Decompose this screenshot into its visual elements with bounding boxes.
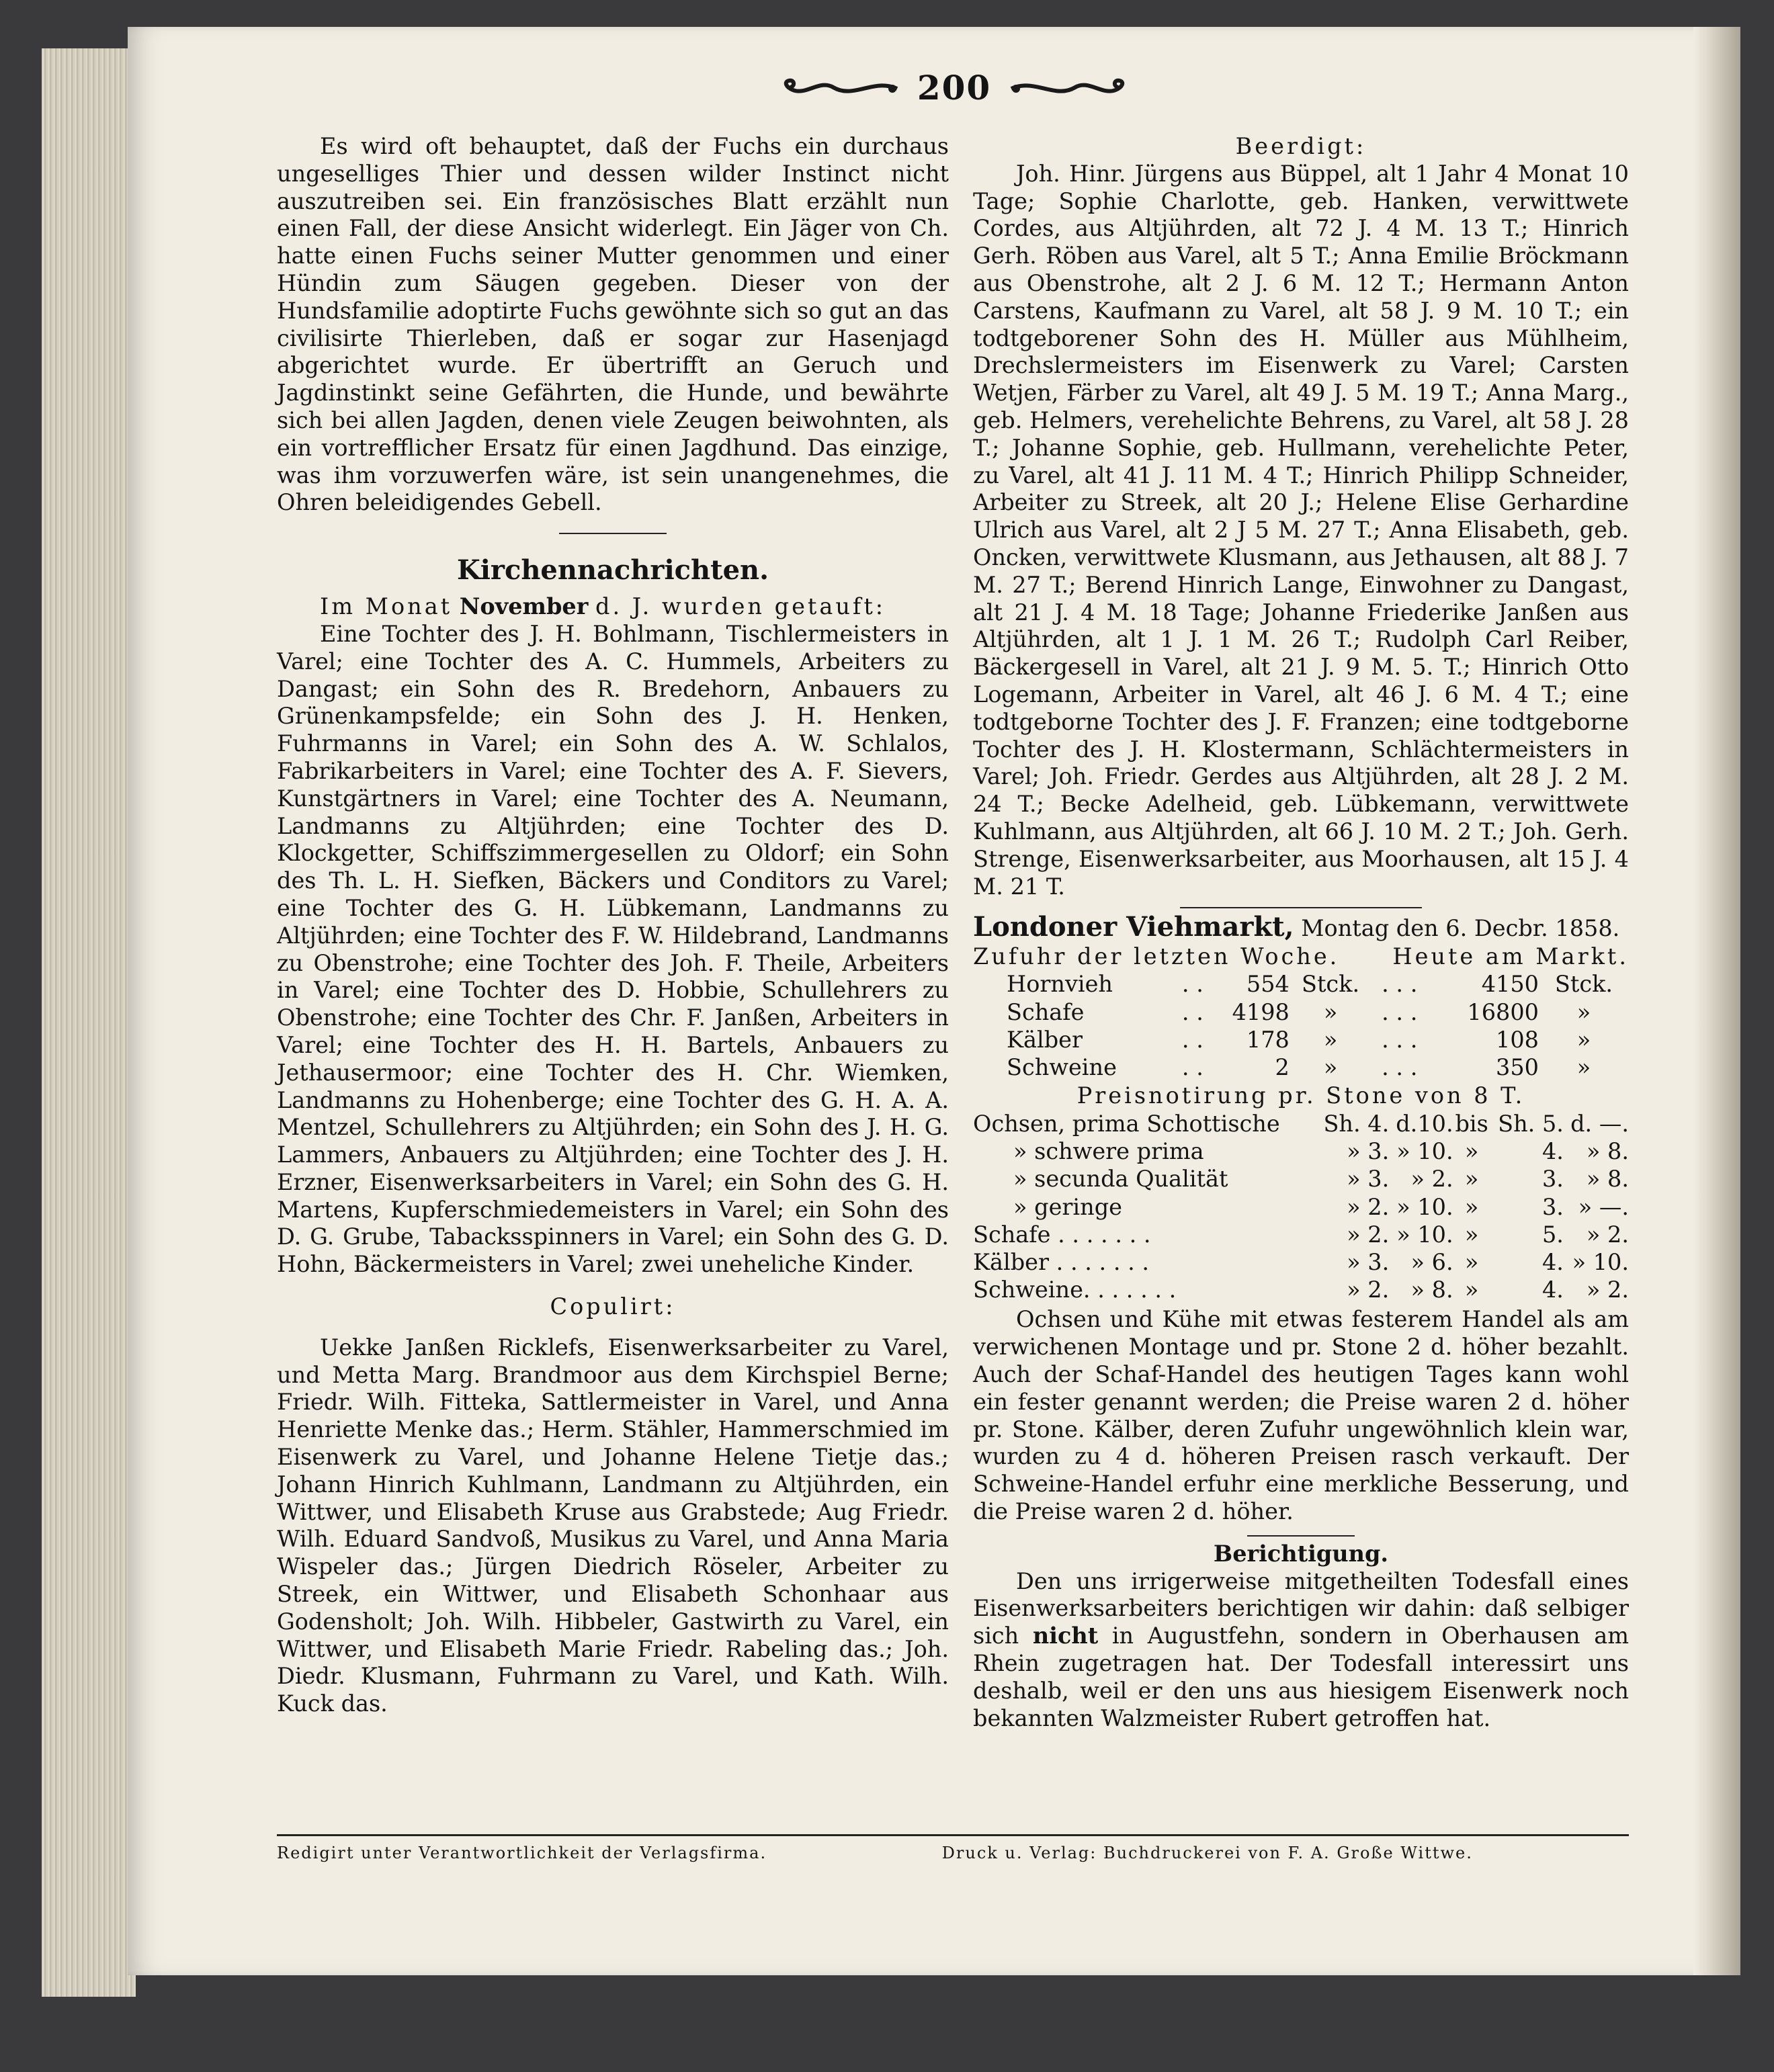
- supply-table: [973, 943, 1629, 1081]
- price-to-label: »: [1464, 1193, 1479, 1220]
- buried-list: Joh. Hinr. Jürgens aus Büppel, alt 1 Jahr 4 Monat 10 Tage; Sophie Charlotte, geb. Hanken, verwittwete Cordes, aus Altjührden, alt 72 J. 4 M. 13 T.; Hinrich Gerh. Röben aus Varel, alt 5 T.; Anna Emilie Bröckmann aus Obenstrohe, alt 2 J. 6 M. 12 T.; Hermann Anton Carstens, Kaufmann zu Varel, alt 58 J. 9 M. 10 T.; ein todtgeborener Sohn des H. Müller aus Mühlheim, Drechslermeisters im Eisenwerk zu Varel; Carsten Wetjen, Färber zu Varel, alt 49 J. 5 M. 19 T.; Anna Marg., geb. Helmers, verehelichte Behrens, zu Varel, alt 58 J. 28 T.; Johanne Sophie, geb. Hullmann, verehelichte Peter, zu Varel, alt 41 J. 11 M. 4 T.; Hinrich Philipp Schneider, Arbeiter zu Streek, alt 20 J.; Helene Elise Gerhardine Ulrich aus Varel, alt 2 J 5 M. 27 T.; Anna Elisabeth, geb. Oncken, verwittwete Klusmann, aus Jethausen, alt 88 J. 7 M. 27 T.; Berend Hinrich Lange, Einwohner zu Dangast, alt 21 J. 4 M. 18 Tage; Johanne Friederike Janßen aus Altjührden, alt 1 J. 1 M. 26 T.; Rudolph Carl Reiber, Bäckergesell in Varel, alt 21 J. 9 M. 5. T.; Hinrich Otto Logemann, Arbeiter in Varel, alt 46 J. 6 M. 4 T.; eine todtgeborne Tochter des J. F. Franzen; eine todtgeborne Tochter des J. H. Klostermann, Schlächtermeisters in Varel; Joh. Friedr. Gerdes aus Altjührden, alt 28 J. 2 M. 24 T.; Becke Adelheid, geb. Lübkemann, verwittwete Kuhlmann, aus Altjührden, alt 66 J. 10 M. 2 T.; Joh. Gerh. Strenge, Eisenwerksarbeiter, aus Moorhausen, alt 15 J. 4 M. 21 T.: [973, 160, 1629, 900]
- correction-heading: Berichtigung.: [1213, 1540, 1389, 1567]
- price-row: [973, 1165, 1629, 1193]
- supply-unit: Stck.: [1302, 971, 1360, 998]
- divider: [559, 533, 667, 534]
- price-to-shillings: 3.: [1541, 1193, 1564, 1220]
- price-to-pence: » 8.: [1586, 1166, 1629, 1193]
- page-footer: [277, 1844, 1629, 1862]
- supply-dots: . .: [1181, 1053, 1203, 1080]
- married-heading: Copulirt:: [550, 1293, 676, 1320]
- price-item: Schafe . . . . . . .: [973, 1221, 1151, 1248]
- supply-unit: »: [1323, 1053, 1338, 1080]
- price-to-pence: » —.: [1578, 1193, 1629, 1220]
- price-item: Ochsen, prima Schottische: [973, 1110, 1280, 1137]
- price-to-label: »: [1464, 1277, 1479, 1303]
- footer-rule: [277, 1834, 1629, 1836]
- footer-printer: Druck u. Verlag: Buchdruckerei von F. A. Große Wittwe.: [941, 1844, 1473, 1862]
- supply-row: [973, 970, 1629, 998]
- supply-dots: . .: [1181, 998, 1203, 1025]
- price-from-pence: » 10.: [1396, 1193, 1453, 1220]
- price-item: » geringe: [1013, 1193, 1122, 1220]
- correction-emphasis: nicht: [1032, 1623, 1099, 1649]
- price-row: [973, 1193, 1629, 1221]
- supply-mid-dots: . . .: [1382, 971, 1418, 998]
- supply-animal: Hornvieh: [1007, 971, 1113, 998]
- correction-text: [973, 1568, 1629, 1733]
- market-report: [973, 911, 1629, 1525]
- supply-mid-dots: . . .: [1382, 1053, 1418, 1080]
- price-from-shillings: » 2.: [1347, 1193, 1390, 1220]
- page-number: 200: [917, 68, 992, 107]
- supply-row: [973, 998, 1629, 1026]
- price-to-pence: » 8.: [1586, 1138, 1629, 1165]
- baptized-month: November: [459, 593, 589, 620]
- price-item: Schweine. . . . . . .: [973, 1277, 1177, 1303]
- price-row: [973, 1248, 1629, 1276]
- market-commentary: Ochsen und Kühe mit etwas festerem Handel als am verwichenen Montage und pr. Stone 2 d. höher bezahlt. Auch der Schaf-Handel des heutigen Tages kann wohl ein fester genannt werden; die Preise waren 2 d. höher pr. Stone. Kälber, deren Zufuhr ungewöhnlich klein war, wurden zu 4 d. höheren Preisen rasch verkauft. Der Schweine-Handel erfuhr eine merkliche Besserung, und die Preise waren 2 d. höher.: [973, 1306, 1629, 1524]
- price-row: [973, 1137, 1629, 1165]
- supply-today: 108: [1496, 1026, 1539, 1053]
- price-from-pence: » 6.: [1410, 1248, 1453, 1275]
- baptized-list: Eine Tochter des J. H. Bohlmann, Tischlermeisters in Varel; eine Tochter des A. C. Hummels, Arbeiters zu Dangast; ein Sohn des R. Bredehorn, Anbauers zu Grünenkampsfelde; ein Sohn des J. H. Henken, Fuhrmanns in Varel; ein Sohn des A. W. Schlalos, Fabrikarbeiters in Varel; eine Tochter des A. F. Sievers, Kunstgärtners in Varel; eine Tochter des A. Neumann, Landmanns zu Altjührden; eine Tochter des D. Klockgetter, Schiffszimmergesellen zu Oldorf; ein Sohn des Th. L. H. Siefken, Bäckers und Conditors zu Varel; eine Tochter des G. H. Lübkemann, Landmanns zu Altjührden; eine Tochter des F. W. Hildebrand, Landmanns zu Obenstrohe; eine Tochter des Joh. F. Theile, Arbeiters in Varel; eine Tochter des D. Hobbie, Schullehrers zu Obenstrohe; eine Tochter des Chr. F. Janßen, Arbeiters in Varel; eine Tochter des H. H. Bartels, Anbauers zu Jethausermoor; eine Tochter des H. Chr. Wiemken, Landmanns zu Hohenberge; eine Tochter des G. H. A. A. Mentzel, Schullehrers zu Altjührden; ein Sohn des J. H. G. Lammers, Anbauers zu Altjührden; eine Tochter des J. H. Erzner, Eisenwerksarbeiters in Varel; ein Sohn des G. H. Martens, Kupferschmiedemeisters in Varel; ein Sohn des D. G. Grube, Tabacksspinners in Varel; ein Sohn des G. D. Hohn, Bäckermeisters in Varel; zwei uneheliche Kinder.: [277, 620, 949, 1278]
- price-to-label: »: [1464, 1166, 1479, 1193]
- price-to-shillings: Sh. 5.: [1498, 1110, 1564, 1137]
- supply-row: [973, 1053, 1629, 1081]
- baptized-intro-text: Im Monat: [320, 593, 453, 620]
- price-heading: Preisnotirung pr. Stone von 8 T.: [1076, 1082, 1525, 1109]
- price-from-shillings: » 2.: [1347, 1221, 1390, 1248]
- price-to-pence: » 10.: [1572, 1248, 1629, 1275]
- price-to-shillings: 4.: [1541, 1248, 1564, 1275]
- price-to-shillings: 4.: [1541, 1138, 1564, 1165]
- married-list: Uekke Janßen Ricklefs, Eisenwerksarbeiter zu Varel, und Metta Marg. Brandmoor aus dem Kirchspiel Berne; Friedr. Wilh. Fitteka, Sattlermeister in Varel, und Anna Henriette Menke das.; Herm. Stähler, Hammerschmied im Eisenwerk zu Varel, und Johanne Helene Tietje das.; Johann Hinrich Kuhlmann, Landmann zu Altjührden, ein Wittwer, und Elisabeth Kruse aus Grabstede; Aug Friedr. Wilh. Eduard Sandvoß, Musikus zu Varel, und Anna Maria Wispeler das.; Jürgen Diedrich Röseler, Arbeiter zu Streek, ein Wittwer, und Elisabeth Schonhaar aus Godensholt; Joh. Wilh. Hibbeler, Gastwirth zu Varel, ein Wittwer, und Elisabeth Marie Friedr. Rabeling das.; Joh. Diedr. Klusmann, Fuhrmann zu Varel, und Kath. Wilh. Kuck das.: [277, 1334, 949, 1717]
- price-item: » secunda Qualität: [1013, 1166, 1228, 1193]
- price-item: » schwere prima: [1013, 1138, 1204, 1165]
- price-row: [973, 1221, 1629, 1248]
- ornament-right-icon: [1008, 75, 1129, 102]
- price-from-shillings: » 3.: [1347, 1248, 1390, 1275]
- baptized-intro-text-2: d. J. wurden getauft:: [595, 593, 886, 620]
- price-to-label: »: [1464, 1248, 1479, 1275]
- supply-mid-dots: . . .: [1382, 1026, 1418, 1053]
- price-to-shillings: 3.: [1541, 1166, 1564, 1193]
- section-title: Kirchennachrichten.: [456, 554, 769, 587]
- supply-today: 350: [1496, 1053, 1539, 1080]
- market-date: Montag den 6. Decbr. 1858.: [1301, 915, 1620, 942]
- fox-article: Es wird oft behauptet, daß der Fuchs ein durchaus ungeselliges Thier und dessen wilder Instinct nicht auszutreiben sei. Ein französisches Blatt erzählt nun einen Fall, der diese Ansicht widerlegt. Ein Jäger von Ch. hatte einen Fuchs seiner Mutter genommen und einer Hündin zum Säugen gegeben. Dieser von der Hundsfamilie adoptirte Fuchs gewöhnte sich so gut an das civilisirte Thierleben, daß er sogar zur Hasenjagd abgerichtet wurde. Er übertrifft an Geruch und Jagdinstinkt seine Gefährten, die Hunde, und bewährte sich bei allen Jagden, denen viele Zeugen beiwohnten, als ein vortrefflicher Ersatz für einen Jagdhund. Das einzige, was ihm vorzuwerfen wäre, ist sein unangenehmes, die Ohren beleidigendes Gebell.: [277, 133, 949, 516]
- left-column: [277, 133, 949, 1718]
- price-item: Kälber . . . . . . .: [973, 1248, 1150, 1275]
- supply-dots: . .: [1181, 1026, 1203, 1053]
- price-to-label: bis: [1455, 1110, 1488, 1137]
- footer-editor: Redigirt unter Verantwortlichkeit der Verlagsfirma.: [277, 1844, 767, 1862]
- supply-last-week: 554: [1246, 971, 1290, 998]
- price-row: [973, 1110, 1629, 1137]
- supply-mid-dots: . . .: [1382, 998, 1418, 1025]
- price-to-pence: » 2.: [1586, 1221, 1629, 1248]
- supply-today: 4150: [1481, 971, 1539, 998]
- price-table: [973, 1110, 1629, 1303]
- page-header: [766, 64, 1142, 112]
- price-from-pence: » 10.: [1396, 1221, 1453, 1248]
- price-to-pence: » 2.: [1586, 1277, 1629, 1303]
- price-from-pence: » 10.: [1396, 1138, 1453, 1165]
- supply-col-left: Zufuhr der letzten Woche.: [973, 943, 1340, 970]
- supply-today: 16800: [1467, 998, 1539, 1025]
- supply-last-week: 4198: [1232, 998, 1290, 1025]
- price-from-pence: » 8.: [1410, 1277, 1453, 1303]
- divider: [1180, 907, 1422, 908]
- price-from-shillings: » 3.: [1347, 1138, 1390, 1165]
- supply-animal: Schweine: [1007, 1053, 1117, 1080]
- supply-unit-today: »: [1576, 998, 1591, 1025]
- market-title: Londoner Viehmarkt,: [973, 911, 1294, 943]
- baptized-intro: [277, 593, 949, 621]
- price-from-shillings: » 2.: [1347, 1277, 1390, 1303]
- price-to-label: »: [1464, 1138, 1479, 1165]
- supply-last-week: 2: [1275, 1053, 1290, 1080]
- price-from-pence: d.10.: [1396, 1110, 1453, 1137]
- price-row: [973, 1276, 1629, 1303]
- supply-unit-today: »: [1576, 1026, 1591, 1053]
- supply-animal: Schafe: [1007, 998, 1085, 1025]
- supply-row: [973, 1026, 1629, 1053]
- market-title-line: [973, 911, 1629, 943]
- correction-text-part-1: Den uns irrigerweise mitgetheilten Todesfall eines Eisenwerksarbeiters berichtigen wir dahin: daß selbiger sich: [973, 1567, 1629, 1649]
- price-to-shillings: 5.: [1541, 1221, 1564, 1248]
- buried-heading: Beerdigt:: [1235, 133, 1367, 159]
- right-column: [973, 133, 1629, 1732]
- price-from-shillings: » 3.: [1347, 1166, 1390, 1193]
- price-to-pence: d. —.: [1570, 1110, 1629, 1137]
- supply-col-right: Heute am Markt.: [1392, 943, 1629, 970]
- price-to-shillings: 4.: [1541, 1277, 1564, 1303]
- supply-unit: »: [1323, 1026, 1338, 1053]
- supply-last-week: 178: [1246, 1026, 1290, 1053]
- supply-unit: »: [1323, 998, 1338, 1025]
- supply-unit-today: Stck.: [1554, 971, 1613, 998]
- price-from-pence: » 2.: [1410, 1166, 1453, 1193]
- supply-unit-today: »: [1576, 1053, 1591, 1080]
- divider: [1247, 1535, 1355, 1537]
- correction-text-part-2: in Augustfehn, sondern in Oberhausen am Rhein zugetragen hat. Der Todesfall interessirt uns deshalb, weil er den uns aus hiesigem Eisenwerk noch bekannten Walzmeister Rubert getroffen hat.: [973, 1623, 1629, 1731]
- supply-dots: . .: [1181, 971, 1203, 998]
- price-from-shillings: Sh. 4.: [1323, 1110, 1390, 1137]
- price-to-label: »: [1464, 1221, 1479, 1248]
- supply-animal: Kälber: [1007, 1026, 1083, 1053]
- supply-table-header: [973, 943, 1629, 970]
